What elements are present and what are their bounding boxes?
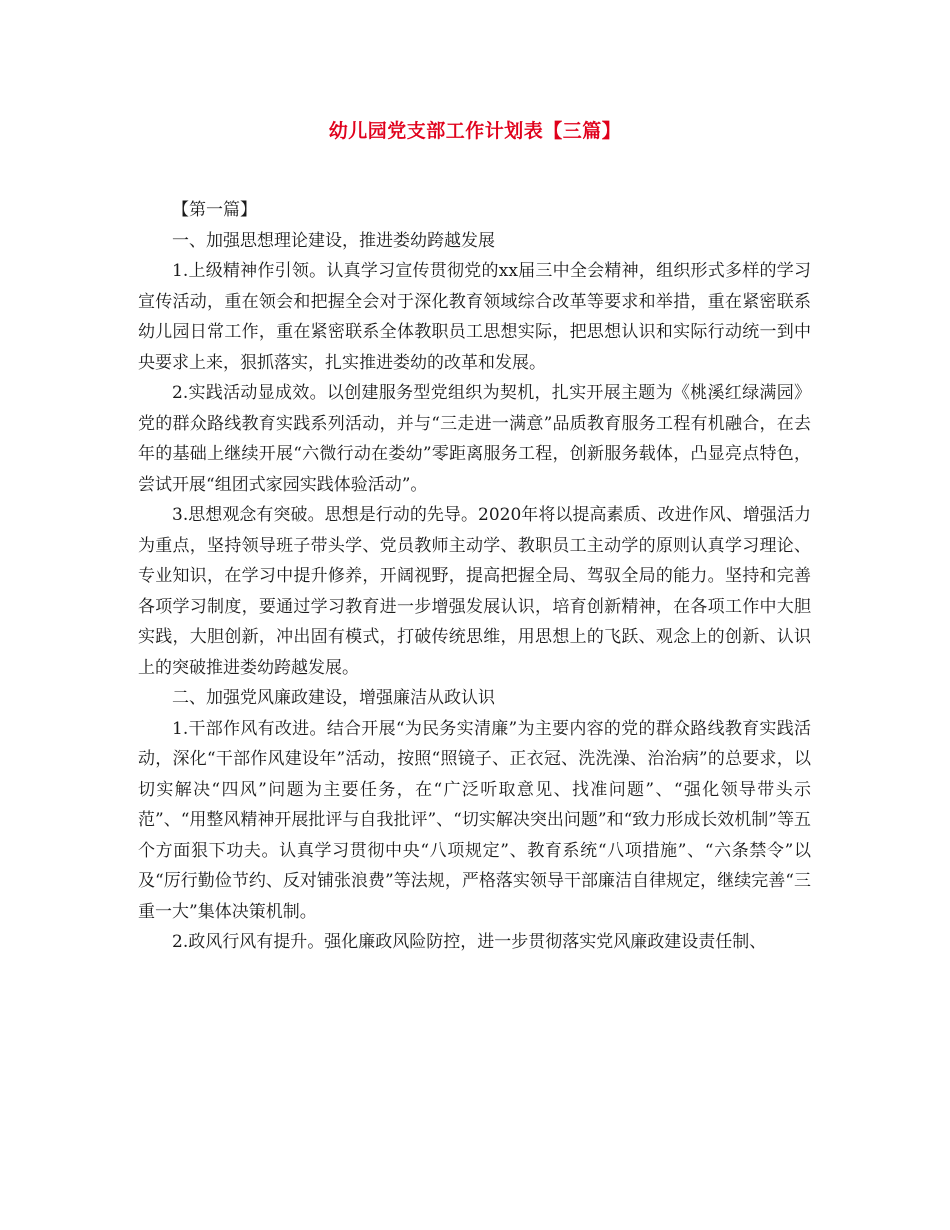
document-body (138, 195, 811, 958)
document-title: 幼儿园党支部工作计划表【三篇】 (328, 120, 622, 142)
paragraph: 二、加强党风廉政建设，增强廉洁从政认识 (172, 688, 495, 708)
paragraph: 一、加强思想理论建设，推进娄幼跨越发展 (172, 230, 495, 251)
paragraph: 3.思想观念有突破。思想是行动的先导。2020年将以提高素质、改进作风、增强活力为重点，坚持领导班子带头学、党员教师主动学、教职员工主动学的原则认真学习理论、专业知识，在学习中提升修养，开阔视野，提高把握全局、驾驭全局的能力。坚持和完善各项学习制度，要通过学习教育进一步增强发展认识，培育创新精神，在各项工作中大胆实践，大胆创新，冲出固有模式，打破传统思维，用思想上的飞跃、观念上的创新、认识上的突破推进娄幼跨越发展。 (138, 505, 811, 678)
paragraph: 2.政风行风有提升。强化廉政风险防控，进一步贯彻落实党风廉政建设责任制、 (172, 932, 767, 952)
paragraph: 1.干部作风有改进。结合开展“为民务实清廉”为主要内容的党的群众路线教育实践活动，深化“干部作风建设年”活动，按照“照镜子、正衣冠、洗洗澡、治治病”的总要求，以切实解决“四风”问题为主要任务，在“广泛听取意见、找准问题”、“强化领导带头示范”、“用整风精神开展批评与自我批评”、“切实解决突出问题”和“致力形成长效机制”等五个方面狠下功夫。认真学习贯彻中央“八项规定”、教育系统“八项措施”、“六条禁令”以及“厉行勤俭节约、反对铺张浪费”等法规，严格落实领导干部廉洁自律规定，继续完善“三重一大”集体决策机制。 (138, 718, 811, 922)
paragraph: 1.上级精神作引领。认真学习宣传贯彻党的xx届三中全会精神，组织形式多样的学习宣传活动，重在领会和把握全会对于深化教育领域综合改革等要求和举措，重在紧密联系幼儿园日常工作，重在紧密联系全体教职员工思想实际，把思想认识和实际行动统一到中央要求上来，狠抓落实，扎实推进娄幼的改革和发展。 (138, 261, 811, 373)
paragraph: 2.实践活动显成效。以创建服务型党组织为契机，扎实开展主题为《桃溪红绿满园》党的群众路线教育实践系列活动，并与“三走进一满意”品质教育服务工程有机融合，在去年的基础上继续开展“六微行动在娄幼”零距离服务工程，创新服务载体，凸显亮点特色，尝试开展“组团式家园实践体验活动”。 (138, 383, 811, 495)
section-heading: 【第一篇】 (172, 200, 257, 220)
